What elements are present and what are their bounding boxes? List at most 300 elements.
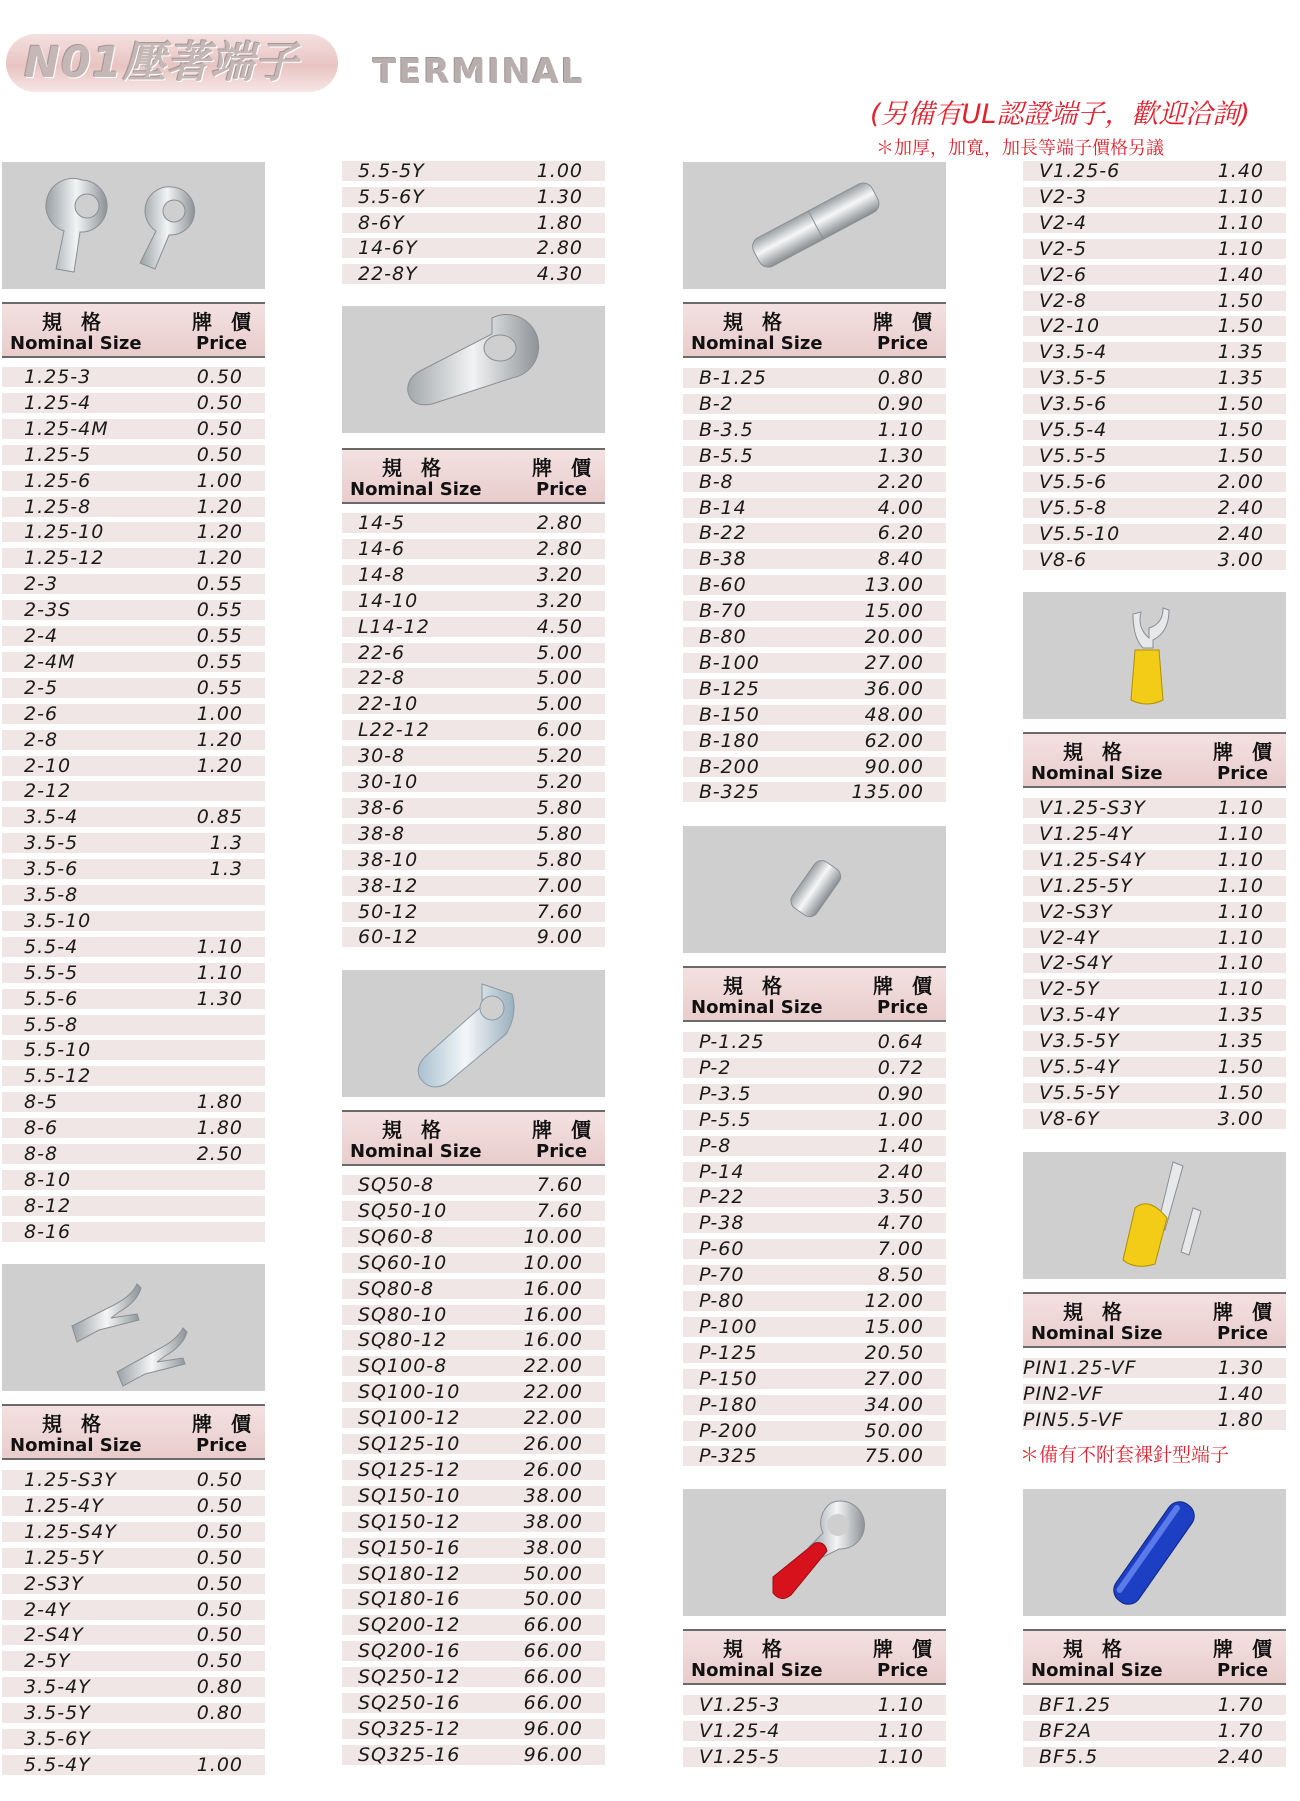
nominal-size: B-14 [699, 496, 747, 519]
table-row [2, 445, 265, 465]
price-value: 62.00 [864, 729, 924, 752]
price-value: 0.50 [196, 443, 243, 466]
nominal-size: 1.25-5 [24, 443, 92, 466]
nominal-size: V2-5Y [1039, 978, 1100, 1001]
nominal-size: 22-10 [358, 693, 419, 716]
price-value: 1.35 [1217, 367, 1264, 390]
table-row [683, 1110, 946, 1130]
table-row [1023, 1695, 1286, 1715]
table-row [683, 1084, 946, 1104]
price-value: 1.10 [196, 961, 243, 984]
product-photo-p2 [2, 1264, 265, 1391]
size-header-cn: 規 格 [1063, 1300, 1128, 1324]
table-row [342, 238, 605, 258]
nominal-size: 14-8 [358, 563, 406, 586]
price-value: 1.70 [1217, 1719, 1264, 1742]
price-value: 66.00 [523, 1614, 583, 1637]
nominal-size: SQ150-16 [358, 1536, 461, 1559]
table-row [2, 989, 265, 1009]
price-value: 0.50 [196, 1494, 243, 1517]
table-row [2, 497, 265, 517]
nominal-size: V5.5-10 [1039, 522, 1121, 545]
price-value: 1.80 [536, 211, 583, 234]
price-value: 66.00 [523, 1692, 583, 1714]
price-value: 38.00 [523, 1484, 583, 1507]
table-row [2, 393, 265, 413]
price-value: 2.80 [536, 237, 583, 260]
price-value: 1.40 [1217, 263, 1264, 286]
price-value: 12.00 [864, 1290, 924, 1312]
table-row [1023, 498, 1286, 518]
table-row [342, 1589, 605, 1609]
table-header-t10 [1023, 1629, 1286, 1685]
table-header-t1 [2, 302, 265, 358]
table-row [342, 1227, 605, 1247]
table-row [2, 678, 265, 698]
page-title: N01壓著端子 [24, 38, 299, 88]
nominal-size: SQ100-10 [358, 1381, 461, 1404]
table-row [2, 1755, 265, 1775]
price-value: 0.80 [196, 1702, 243, 1725]
table-header-t3 [342, 448, 605, 504]
nominal-size: 1.25-S4Y [24, 1520, 117, 1543]
nominal-size: 1.25-4Y [24, 1494, 104, 1517]
nominal-size: P-3.5 [699, 1082, 752, 1105]
nominal-size: SQ200-12 [358, 1614, 461, 1637]
price-value: 34.00 [864, 1393, 924, 1416]
table-row [2, 1040, 265, 1060]
nominal-size: 3.5-5 [24, 832, 79, 855]
price-value: 1.20 [196, 547, 243, 570]
nominal-size: BF5.5 [1039, 1745, 1099, 1768]
nominal-size: 2-4Y [24, 1598, 71, 1621]
price-value: 0.80 [877, 367, 924, 389]
product-photo-p5 [683, 162, 946, 289]
price-value: 0.90 [877, 1082, 924, 1105]
price-value: 8.40 [877, 548, 924, 571]
table-row [683, 1187, 946, 1207]
price-value: 0.64 [877, 1031, 924, 1053]
nominal-size: 3.5-8 [24, 884, 79, 906]
price-header-cn: 牌 價 [532, 456, 597, 480]
nominal-size: P-100 [699, 1315, 758, 1338]
table-row [1023, 979, 1286, 999]
product-photo-p6 [683, 826, 946, 953]
price-value: 22.00 [523, 1355, 583, 1378]
table-row [2, 1522, 265, 1542]
price-value: 7.00 [536, 874, 583, 897]
table-row [2, 1600, 265, 1620]
price-value: 2.80 [536, 537, 583, 560]
table-row [1023, 1358, 1286, 1378]
size-header-en: Nominal Size [350, 479, 482, 500]
nominal-size: 3.5-10 [24, 909, 92, 932]
price-value: 1.10 [1217, 926, 1264, 949]
nominal-size: P-38 [699, 1212, 745, 1235]
price-value: 1.70 [1217, 1694, 1264, 1716]
price-value: 6.00 [536, 719, 583, 742]
custom-price-note: ＊加厚，加寬，加長等端子價格另議 [876, 138, 1164, 159]
table-row [2, 756, 265, 776]
nominal-size: V3.5-4 [1039, 341, 1108, 364]
price-header-en: Price [1217, 763, 1269, 784]
price-value: 1.10 [877, 1719, 924, 1742]
size-header-en: Nominal Size [691, 997, 823, 1018]
table-row [2, 1729, 265, 1749]
nominal-size: P-2 [699, 1056, 732, 1079]
nominal-size: SQ150-10 [358, 1484, 461, 1507]
price-value: 20.50 [864, 1341, 924, 1364]
nominal-size: 2-3 [24, 573, 59, 596]
nominal-size: 2-4M [24, 650, 76, 673]
price-value: 1.50 [1217, 289, 1264, 312]
table-row [2, 937, 265, 957]
table-row [683, 679, 946, 699]
nominal-size: V3.5-5 [1039, 367, 1108, 390]
nominal-size: SQ180-12 [358, 1562, 461, 1585]
nominal-size: 30-8 [358, 745, 406, 768]
price-value: 1.3 [209, 832, 243, 855]
table-row [1023, 1083, 1286, 1103]
nominal-size: SQ200-16 [358, 1640, 461, 1663]
price-header-cn: 牌 價 [873, 310, 938, 334]
price-value: 7.60 [536, 900, 583, 923]
nominal-size: 14-6 [358, 537, 406, 560]
price-value: 1.10 [1217, 237, 1264, 260]
table-row [342, 591, 605, 611]
nominal-size: 1.25-6 [24, 469, 92, 492]
price-value: 4.00 [877, 496, 924, 519]
table-row [342, 720, 605, 740]
nominal-size: B-100 [699, 651, 760, 674]
nominal-size: 5.5-4 [24, 935, 79, 958]
price-value: 4.30 [536, 263, 583, 286]
price-value: 5.00 [536, 667, 583, 690]
table-row [2, 1574, 265, 1594]
nominal-size: 14-10 [358, 589, 419, 612]
table-row [1023, 239, 1286, 259]
yellow-insulated-pin-terminal-icon [1023, 1152, 1286, 1279]
table-row [1023, 1721, 1286, 1741]
table-row [1023, 1384, 1286, 1404]
table-row [2, 1118, 265, 1138]
table-row [342, 513, 605, 533]
nominal-size: 1.25-8 [24, 495, 92, 518]
price-value: 1.00 [196, 469, 243, 492]
nominal-size: 1.25-4M [24, 417, 109, 440]
price-value: 1.30 [196, 987, 243, 1010]
price-value: 1.80 [196, 1117, 243, 1140]
size-header-cn: 規 格 [1063, 1637, 1128, 1661]
price-value: 1.40 [1217, 1382, 1264, 1405]
price-value: 0.55 [196, 625, 243, 647]
nominal-size: V2-5 [1039, 237, 1088, 260]
nominal-size: PIN5.5-VF [1023, 1408, 1124, 1431]
nominal-size: SQ100-8 [358, 1355, 448, 1378]
table-row [1023, 1005, 1286, 1025]
price-value: 3.50 [877, 1186, 924, 1209]
nominal-size: V1.25-S4Y [1039, 848, 1146, 871]
nominal-size: V2-4 [1039, 211, 1088, 234]
nominal-size: 8-8 [24, 1143, 59, 1165]
table-header-t6 [683, 966, 946, 1022]
nominal-size: P-1.25 [699, 1031, 765, 1053]
nominal-size: V2-10 [1039, 315, 1101, 338]
price-value: 1.20 [196, 754, 243, 777]
table-row [342, 1356, 605, 1376]
price-value: 1.10 [1217, 185, 1264, 208]
nominal-size: 8-6Y [358, 211, 405, 234]
nominal-size: P-200 [699, 1419, 758, 1442]
table-row [2, 833, 265, 853]
table-row [342, 1460, 605, 1480]
price-value: 0.50 [196, 1469, 243, 1491]
table-header-t8 [1023, 732, 1286, 788]
price-value: 22.00 [523, 1407, 583, 1430]
table-row [342, 1745, 605, 1765]
table-row [683, 601, 946, 621]
nominal-size: 2-8 [24, 728, 59, 751]
price-value: 5.80 [536, 848, 583, 871]
table-row [342, 1719, 605, 1739]
price-value: 1.10 [1217, 900, 1264, 923]
price-value: 8.50 [877, 1264, 924, 1287]
price-value: 1.50 [1217, 444, 1264, 467]
nominal-size: V8-6 [1039, 548, 1088, 571]
pin-sleeve-icon [683, 826, 946, 953]
nominal-size: B-125 [699, 677, 760, 700]
table-row [2, 1170, 265, 1190]
yellow-insulated-fork-terminal-icon [1023, 592, 1286, 719]
price-header-cn: 牌 價 [532, 1118, 597, 1142]
nominal-size: L22-12 [358, 719, 430, 742]
nominal-size: P-125 [699, 1341, 758, 1364]
table-row [2, 626, 265, 646]
size-header-en: Nominal Size [1031, 763, 1163, 784]
price-value: 50.00 [523, 1562, 583, 1585]
nominal-size: V2-8 [1039, 289, 1088, 312]
table-row [342, 772, 605, 792]
nominal-size: 3.5-5Y [24, 1702, 91, 1725]
price-value: 0.72 [877, 1056, 924, 1079]
table-row [1023, 446, 1286, 466]
price-value: 90.00 [864, 755, 924, 778]
table-row [683, 523, 946, 543]
table-row [2, 807, 265, 827]
table-row [2, 1015, 265, 1035]
nominal-size: SQ325-16 [358, 1743, 461, 1766]
nominal-size: 5.5-6Y [358, 185, 425, 208]
table-row [342, 668, 605, 688]
table-row [683, 1317, 946, 1337]
price-value: 9.00 [536, 926, 583, 949]
table-row [683, 472, 946, 492]
nominal-size: B-150 [699, 703, 760, 726]
table-row [683, 1032, 946, 1052]
nominal-size: 2-5 [24, 676, 59, 699]
nominal-size: V2-4Y [1039, 926, 1100, 949]
table-row [342, 1253, 605, 1273]
nominal-size: 2-4 [24, 625, 59, 647]
price-header-cn: 牌 價 [873, 1637, 938, 1661]
price-value: 5.80 [536, 796, 583, 819]
table-header-t5 [683, 302, 946, 358]
table-row [342, 1486, 605, 1506]
table-row [342, 694, 605, 714]
bare-pin-note: ＊備有不附套裸針型端子 [1020, 1444, 1230, 1466]
price-value: 3.20 [536, 589, 583, 612]
table-row [2, 781, 265, 801]
table-row [342, 1564, 605, 1584]
price-value: 1.30 [536, 185, 583, 208]
table-row [2, 600, 265, 620]
table-row [342, 617, 605, 637]
table-row [2, 1703, 265, 1723]
nominal-size: 1.25-5Y [24, 1546, 104, 1569]
price-value: 0.55 [196, 676, 243, 699]
table-row [683, 782, 946, 802]
price-value: 1.35 [1217, 341, 1264, 364]
price-value: 0.50 [196, 366, 243, 388]
nominal-size: 30-10 [358, 771, 419, 793]
price-header-cn: 牌 價 [1213, 1637, 1278, 1661]
price-value: 7.60 [536, 1199, 583, 1222]
table-row [683, 446, 946, 466]
table-row [1023, 1109, 1286, 1129]
price-value: 48.00 [864, 703, 924, 726]
price-value: 0.55 [196, 599, 243, 622]
price-value: 96.00 [523, 1717, 583, 1740]
table-row [683, 1058, 946, 1078]
nominal-size: 2-10 [24, 754, 72, 777]
price-value: 1.20 [196, 495, 243, 518]
table-row [1023, 850, 1286, 870]
price-value: 1.50 [1217, 1056, 1264, 1078]
nominal-size: SQ100-12 [358, 1407, 461, 1430]
price-value: 0.55 [196, 650, 243, 673]
size-header-en: Nominal Size [1031, 1660, 1163, 1681]
price-header-en: Price [536, 479, 588, 500]
price-value: 0.50 [196, 1546, 243, 1569]
table-row [683, 705, 946, 725]
price-value: 22.00 [523, 1381, 583, 1404]
size-header-cn: 規 格 [382, 1118, 447, 1142]
nominal-size: 3.5-4Y [24, 1676, 91, 1699]
table-row [2, 1196, 265, 1216]
price-value: 1.20 [196, 728, 243, 751]
price-value: 1.80 [196, 1091, 243, 1114]
price-value: 66.00 [523, 1640, 583, 1663]
price-value: 66.00 [523, 1666, 583, 1689]
table-row [2, 548, 265, 568]
price-value: 6.20 [877, 522, 924, 545]
table-row [683, 1695, 946, 1715]
table-row [342, 565, 605, 585]
fork-terminal-pair-icon [2, 1264, 265, 1391]
table-row [342, 850, 605, 870]
nominal-size: SQ125-12 [358, 1458, 461, 1481]
table-row [2, 1496, 265, 1516]
price-value: 2.40 [1217, 1745, 1264, 1768]
nominal-size: 5.5-8 [24, 1013, 79, 1036]
table-header-t4 [342, 1110, 605, 1166]
table-row [1023, 953, 1286, 973]
blue-insulated-butt-connector-icon [1023, 1489, 1286, 1616]
table-row [342, 927, 605, 947]
product-photo-p4 [342, 970, 605, 1097]
table-header-t9 [1023, 1292, 1286, 1348]
price-value: 1.50 [1217, 419, 1264, 441]
price-value: 1.10 [1217, 797, 1264, 819]
table-row [683, 498, 946, 518]
nominal-size: V1.25-S3Y [1039, 797, 1146, 819]
price-value: 1.10 [1217, 978, 1264, 1001]
nominal-size: 2-S3Y [24, 1572, 84, 1595]
nominal-size: P-60 [699, 1238, 745, 1261]
product-photo-p10 [1023, 1489, 1286, 1616]
nominal-size: 22-8Y [358, 263, 418, 286]
nominal-size: V1.25-5 [699, 1745, 781, 1768]
nominal-size: B-325 [699, 781, 760, 804]
nominal-size: PIN2-VF [1023, 1382, 1104, 1405]
table-row [1023, 1031, 1286, 1051]
table-row [683, 1136, 946, 1156]
price-value: 1.40 [1217, 160, 1264, 182]
table-row [683, 420, 946, 440]
nominal-size: SQ80-10 [358, 1303, 448, 1326]
price-value: 0.55 [196, 573, 243, 596]
price-value: 2.20 [877, 470, 924, 493]
table-row [683, 627, 946, 647]
price-value: 1.10 [1217, 848, 1264, 871]
nominal-size: SQ50-8 [358, 1174, 435, 1196]
table-row [2, 522, 265, 542]
table-row [1023, 472, 1286, 492]
nominal-size: V1.25-6 [1039, 160, 1121, 182]
nominal-size: 60-12 [358, 926, 419, 949]
price-value: 0.85 [196, 806, 243, 829]
nominal-size: B-180 [699, 729, 760, 752]
table-row [1023, 798, 1286, 818]
price-value: 15.00 [864, 1315, 924, 1338]
price-value: 1.50 [1217, 315, 1264, 338]
nominal-size: B-70 [699, 600, 747, 623]
nominal-size: 14-6Y [358, 237, 418, 260]
table-row [2, 1677, 265, 1697]
price-value: 7.00 [877, 1238, 924, 1261]
nominal-size: 3.5-6Y [24, 1728, 91, 1750]
price-header-en: Price [196, 1435, 248, 1456]
table-row [2, 652, 265, 672]
nominal-size: SQ60-10 [358, 1251, 448, 1274]
table-row [342, 1201, 605, 1221]
table-row [683, 1291, 946, 1311]
table-row [683, 1343, 946, 1363]
nominal-size: V5.5-4 [1039, 419, 1108, 441]
table-row [2, 1144, 265, 1164]
table-row [342, 1693, 605, 1713]
price-value: 3.20 [536, 563, 583, 586]
table-row [1023, 213, 1286, 233]
price-value: 1.30 [1217, 1357, 1264, 1379]
table-row [2, 885, 265, 905]
nominal-size: P-180 [699, 1393, 758, 1416]
price-value: 5.20 [536, 771, 583, 793]
nominal-size: B-3.5 [699, 418, 754, 441]
size-header-cn: 規 格 [723, 310, 788, 334]
table-row [1023, 291, 1286, 311]
table-row [1023, 550, 1286, 570]
